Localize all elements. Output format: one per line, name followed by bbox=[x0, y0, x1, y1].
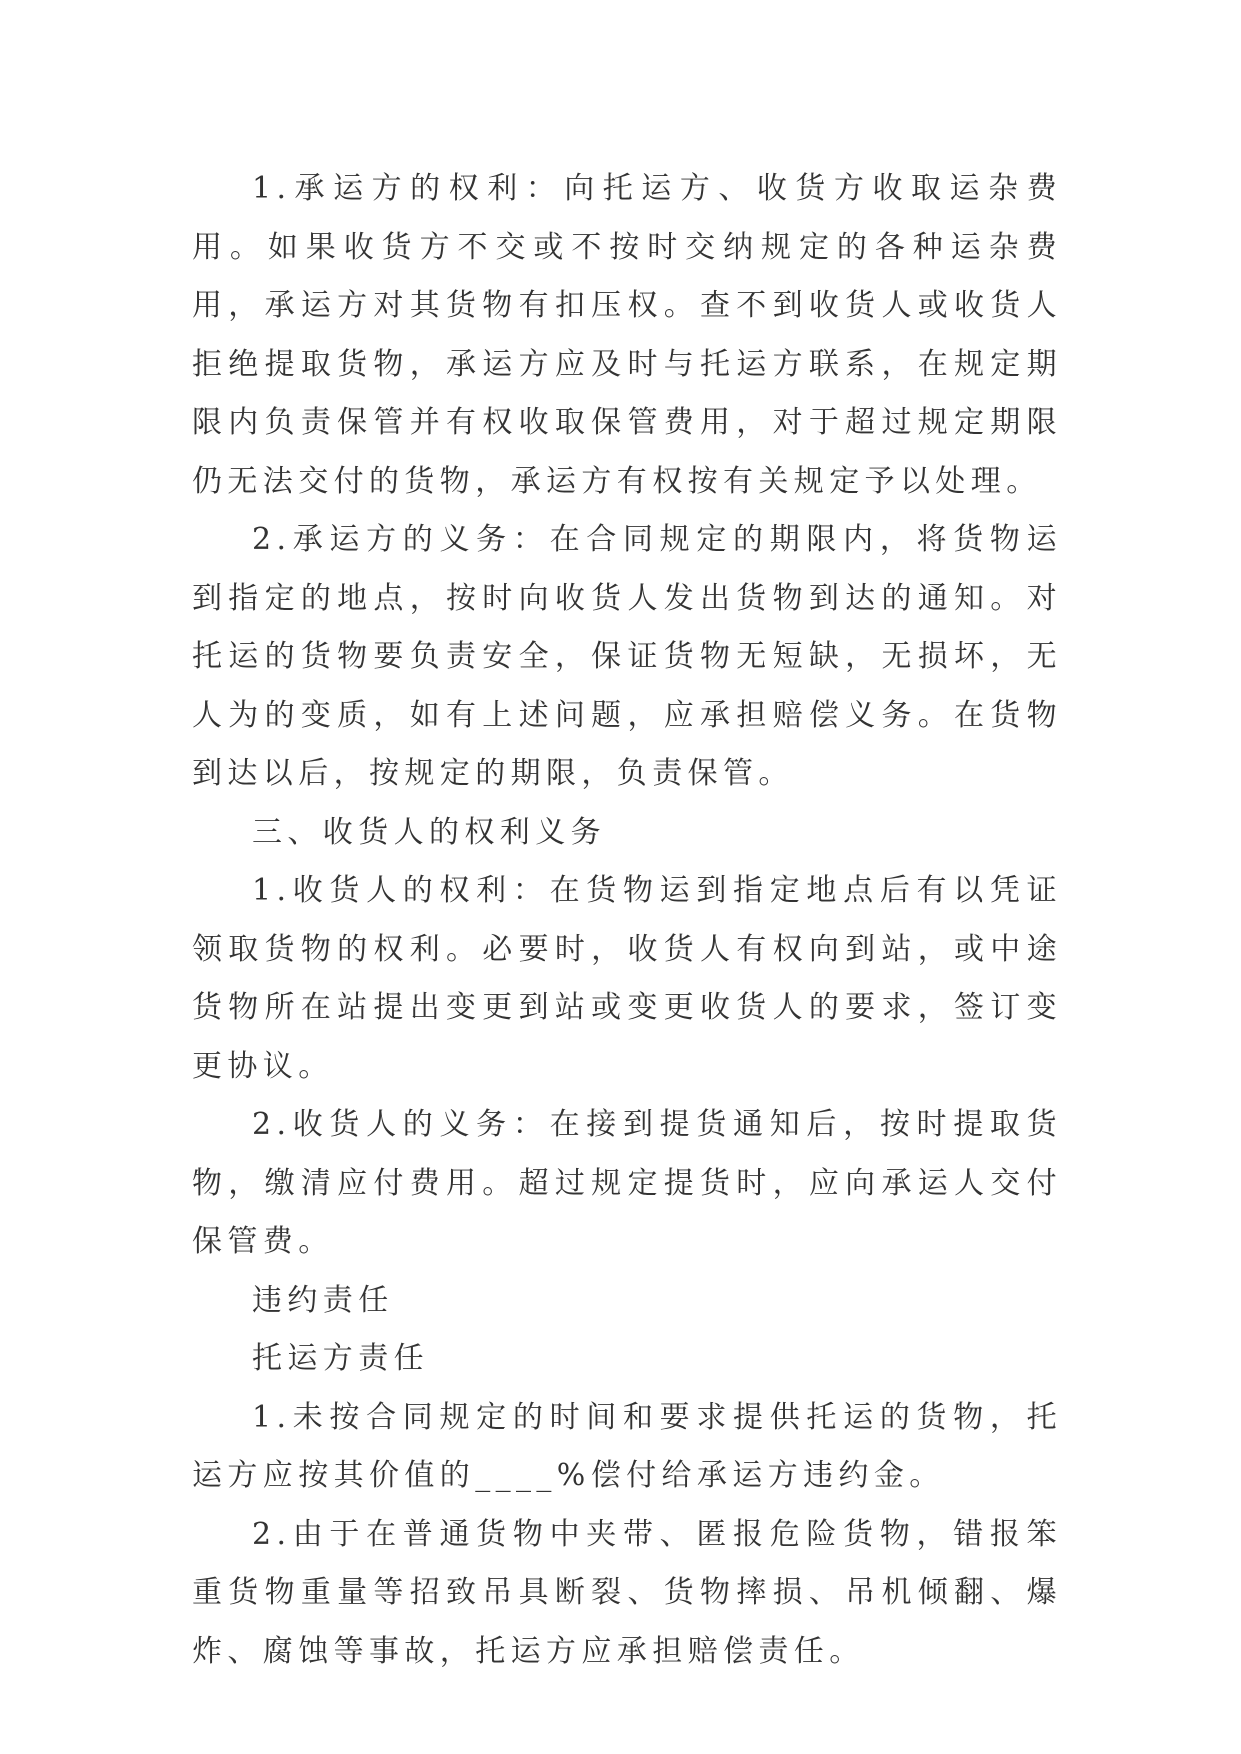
paragraph-carrier-obligations: 2.承运方的义务：在合同规定的期限内，将货物运到指定的地点，按时向收货人发出货物到达的通知。对托运的货物要负责安全，保证货物无短缺，无损坏，无人为的变质，如有上述问题，应承担赔偿义务。在货物到达以后，按规定的期限，负责保管。 bbox=[192, 522, 1062, 791]
section-heading-liability: 违约责任 bbox=[252, 1282, 394, 1318]
paragraph-carrier-rights: 1.承运方的权利：向托运方、收货方收取运杂费用。如果收货方不交或不按时交纳规定的各种运杂费用，承运方对其货物有扣压权。查不到收货人或收货人拒绝提取货物，承运方应及时与托运方联系，在规定期限内负责保管并有权收取保管费用，对于超过规定期限仍无法交付的货物，承运方有权按有关规定予以处理。 bbox=[192, 171, 1062, 499]
paragraph-consignee-rights: 1.收货人的权利：在货物运到指定地点后有以凭证领取货物的权利。必要时，收货人有权向到站，或中途货物所在站提出变更到站或变更收货人的要求，签订变更协议。 bbox=[192, 873, 1062, 1084]
paragraph-consignee-obligations: 2.收货人的义务：在接到提货通知后，按时提取货物，缴清应付费用。超过规定提货时，应向承运人交付保管费。 bbox=[192, 1107, 1062, 1259]
paragraph-shipper-liability-1: 1.未按合同规定的时间和要求提供托运的货物，托运方应按其价值的____%偿付给承运方违约金。 bbox=[192, 1399, 1062, 1493]
subheading-shipper-liability: 托运方责任 bbox=[252, 1341, 429, 1376]
section-heading-consignee: 三、收货人的权利义务 bbox=[252, 814, 606, 850]
document-body bbox=[192, 160, 1062, 1681]
paragraph-shipper-liability-2: 2.由于在普通货物中夹带、匿报危险货物，错报笨重货物重量等招致吊具断裂、货物摔损、吊机倾翻、爆炸、腐蚀等事故，托运方应承担赔偿责任。 bbox=[192, 1516, 1062, 1669]
